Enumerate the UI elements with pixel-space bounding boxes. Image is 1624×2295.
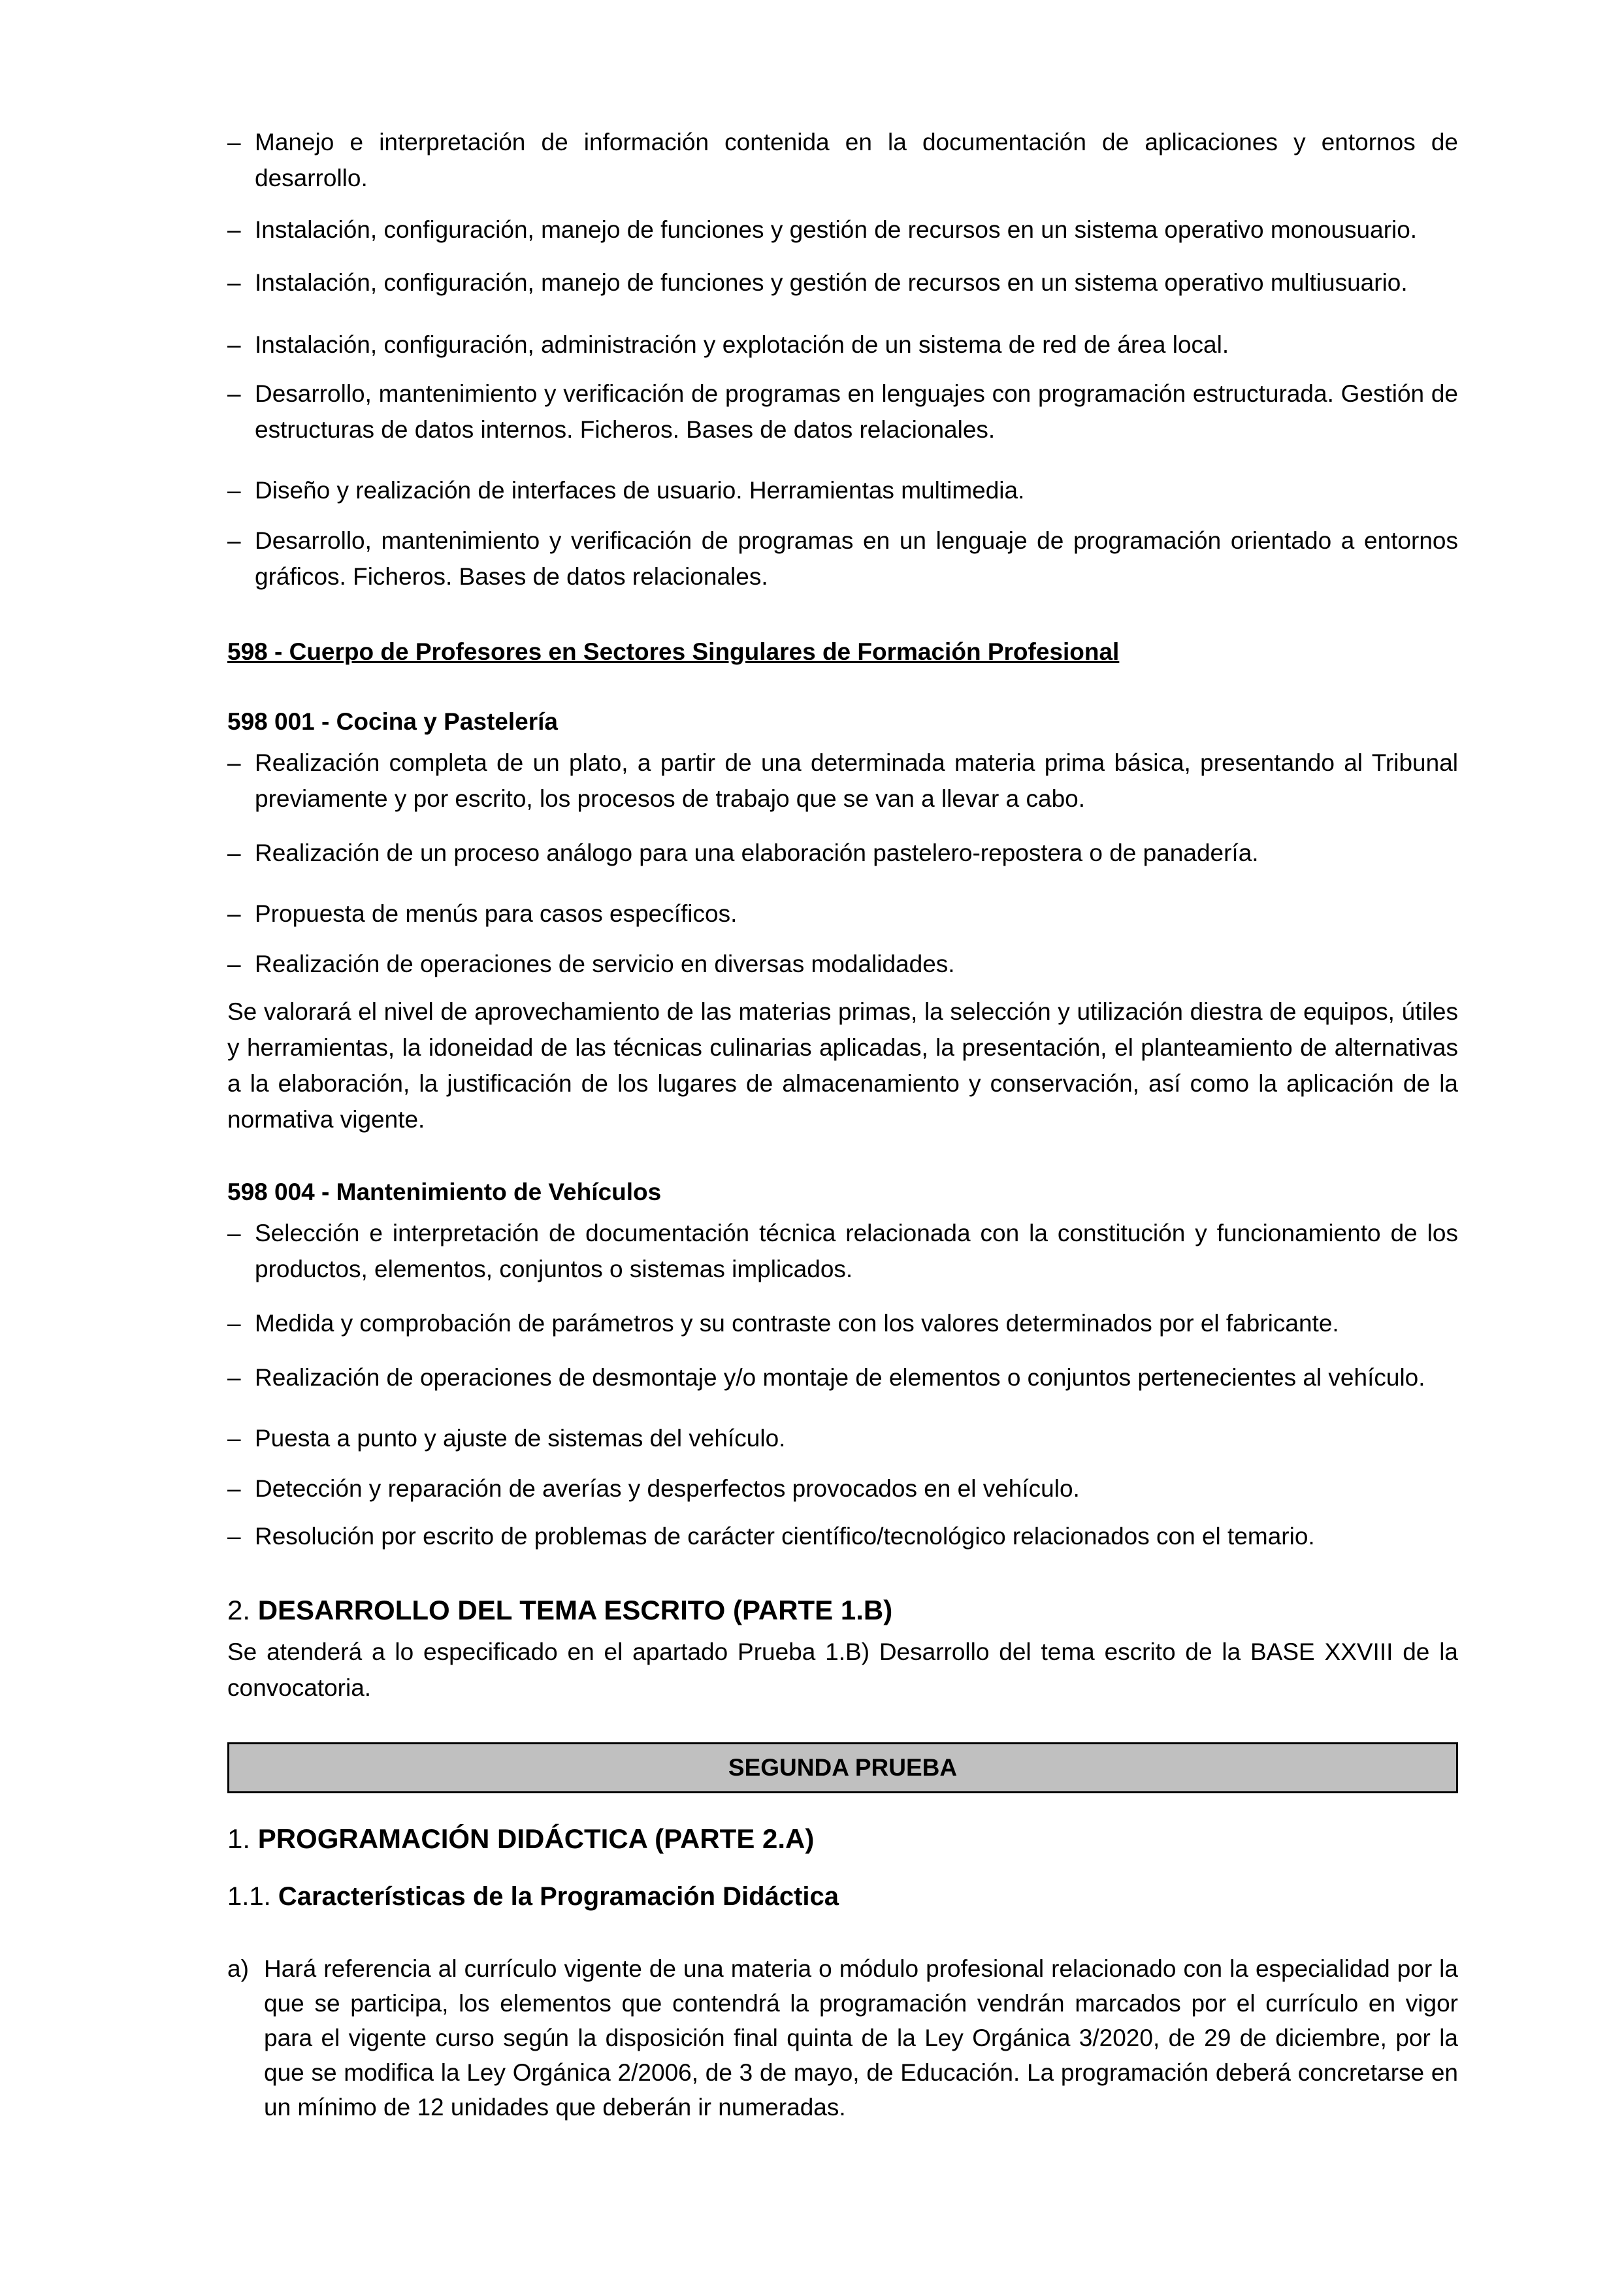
list-item: – Puesta a punto y ajuste de sistemas del vehículo. (227, 1425, 786, 1452)
list-item: – Instalación, configuración, manejo de funciones y gestión de recursos en un sistema operativo monousuario. (227, 216, 1418, 243)
paragraph: Se valorará el nivel de aprovechamiento de las materias primas, la selección y utilización diestra de equipos, útiles y herramientas, la idoneidad de las técnicas culinarias aplicadas, la presentación, el planteamiento de alternativas a la elaboración, la justificación de los lugares de almacenamiento y conservación, así como la aplicación de la normativa vigente. (227, 998, 1458, 1133)
list-item: – Instalación, configuración, administración y explotación de un sistema de red de área local. (227, 331, 1229, 358)
list-item: – Instalación, configuración, manejo de funciones y gestión de recursos en un sistema operativo multiusuario. (227, 269, 1408, 296)
document-page (227, 124, 1458, 2124)
section-heading: 2. DESARROLLO DEL TEMA ESCRITO (PARTE 1.B) (227, 1595, 893, 1625)
list-item: – Resolución por escrito de problemas de carácter científico/tecnológico relacionados con el temario. (227, 1523, 1315, 1550)
list-item: – Realización de un proceso análogo para una elaboración pastelero-repostera o de panadería. (227, 839, 1259, 866)
list-item: – Propuesta de menús para casos específicos. (227, 900, 738, 927)
subsection-heading: 598 004 - Mantenimiento de Vehículos (227, 1179, 662, 1205)
section-heading: 598 - Cuerpo de Profesores en Sectores Singulares de Formación Profesional (227, 638, 1120, 665)
subsection-heading: 1.1. Características de la Programación Didáctica (227, 1882, 839, 1911)
list-item: – Realización de operaciones de desmontaje y/o montaje de elementos o conjuntos pertenecientes al vehículo. (227, 1364, 1425, 1391)
list-item: – Diseño y realización de interfaces de usuario. Herramientas multimedia. (227, 477, 1025, 504)
list-item: – Medida y comprobación de parámetros y su contraste con los valores determinados por el fabricante. (227, 1310, 1339, 1337)
paragraph: Se atenderá a lo especificado en el apartado Prueba 1.B) Desarrollo del tema escrito de la BASE XXVIII de la convocatoria. (227, 1638, 1458, 1701)
section-heading: 1. PROGRAMACIÓN DIDÁCTICA (PARTE 2.A) (227, 1823, 815, 1854)
list-item: – Realización de operaciones de servicio en diversas modalidades. (227, 951, 955, 977)
subsection-heading: 598 001 - Cocina y Pastelería (227, 708, 558, 735)
list-item: – Manejo e interpretación de información contenida en la documentación de aplicaciones y entornos de desarrollo. (227, 129, 1458, 191)
segunda-prueba-banner: SEGUNDA PRUEBA (227, 1742, 1458, 1793)
list-item: – Desarrollo, mantenimiento y verificación de programas en lenguajes con programación estructurada. Gestión de estructuras de datos internos. Ficheros. Bases de datos relacionales. (227, 380, 1458, 443)
list-item: – Desarrollo, mantenimiento y verificación de programas en un lenguaje de programación orientado a entornos gráficos. Ficheros. Bases de datos relacionales. (227, 527, 1458, 590)
list-item: – Detección y reparación de averías y desperfectos provocados en el vehículo. (227, 1475, 1080, 1502)
list-item: – Selección e interpretación de documentación técnica relacionada con la constitución y funcionamiento de los productos, elementos, conjuntos o sistemas implicados. (227, 1220, 1458, 1282)
ordered-item: a) Hará referencia al currículo vigente de una materia o módulo profesional relacionado con la especialidad por la que se participa, los elementos que contendrá la programación vendrán marcados por el currículo en vigor para el vigente curso según la disposición final quinta de la Ley Orgánica 3/2020, de 29 de diciembre, por la que se modifica la Ley Orgánica 2/2006, de 3 de mayo, de Educación. La programación deberá concretarse en un mínimo de 12 unidades que deberán ir numeradas. (227, 1955, 1458, 2121)
list-item: – Realización completa de un plato, a partir de una determinada materia prima básica, presentando al Tribunal previamente y por escrito, los procesos de trabajo que se van a llevar a cabo. (227, 749, 1458, 812)
